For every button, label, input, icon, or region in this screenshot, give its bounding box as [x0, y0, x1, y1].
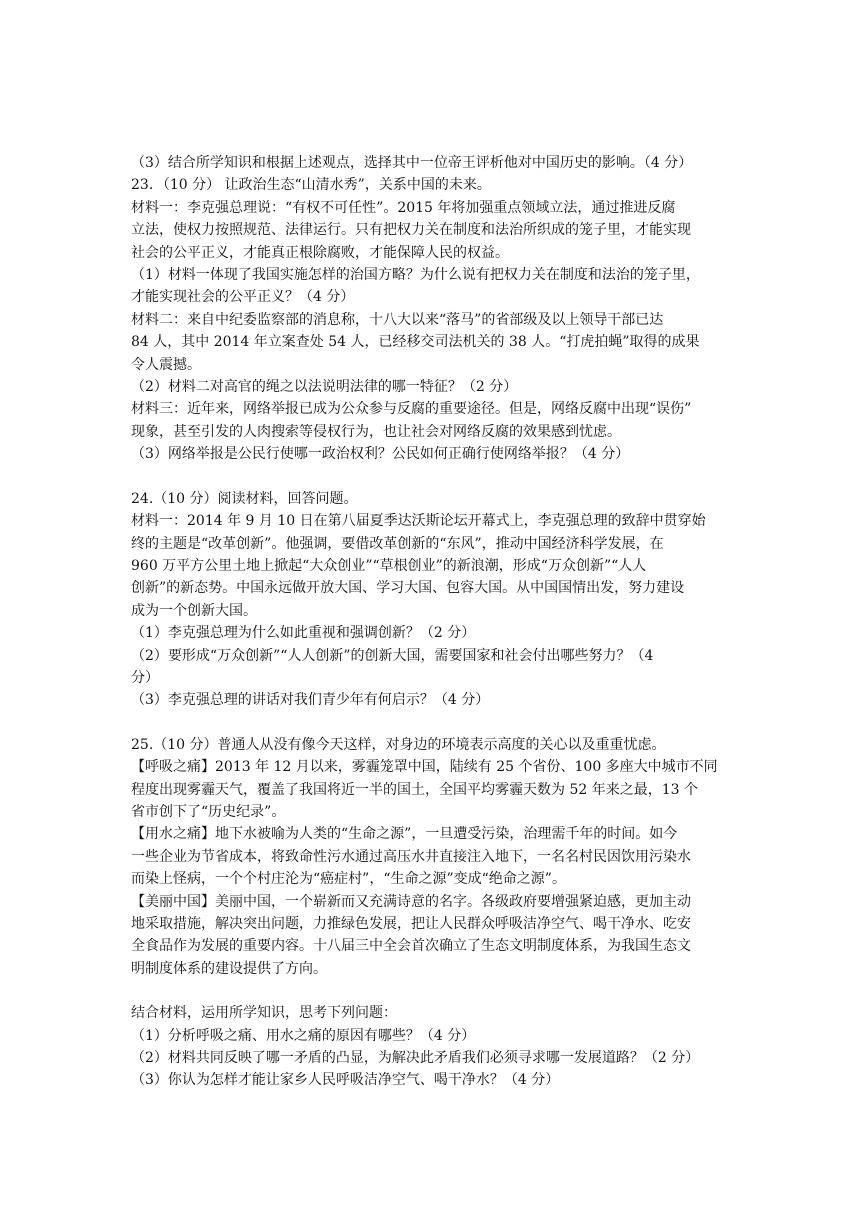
text-line: 【用水之痛】地下水被喻为人类的“生命之源”，一旦遭受污染，治理需千年的时间。如今 — [131, 826, 678, 843]
text-line: 省市创下了“历史纪录”。 — [131, 803, 286, 820]
text-line: 材料一：李克强总理说：“有权不可任性”。2015 年将加强重点领域立法，通过推进反腐 — [131, 199, 676, 216]
text-line: 现象，甚至引发的人肉搜索等侵权行为，也让社会对网络反腐的效果感到忧虑。 — [131, 423, 621, 440]
text-line: 终的主题是“改革创新”。他强调，要借改革创新的“东风”，推动中国经济科学发展，在 — [131, 535, 664, 552]
text-line: 23．（10 分） 让政治生态“山清水秀”，关系中国的未来。 — [131, 177, 491, 194]
text-line: 明制度体系的建设提供了方向。 — [131, 960, 327, 977]
paragraph-gap — [131, 980, 731, 1002]
text-line: （1）李克强总理为什么如此重视和强调创新？（2 分） — [131, 625, 476, 642]
text-line: 25.（10 分）普通人从没有像今天这样，对身边的环境表示高度的关心以及重重忧虑。 — [131, 736, 666, 753]
document-body — [131, 152, 731, 1092]
text-line: （3）网络举报是公民行使哪一政治权利？公民如何正确行使网络举报？（4 分） — [131, 446, 630, 463]
text-line: 社会的公平正义，才能真正根除腐败，才能保障人民的权益。 — [131, 244, 509, 261]
text-line: （2）材料共同反映了哪一矛盾的凸显，为解决此矛盾我们必须寻求哪一发展道路？（2 分） — [131, 1050, 700, 1067]
text-line: 材料二：来自中纪委监察部的消息称，十八大以来“落马”的省部级及以上领导干部已达 — [131, 311, 664, 328]
text-line: 成为一个创新大国。 — [131, 602, 257, 619]
text-line: （3）你认为怎样才能让家乡人民呼吸洁净空气、喝干净水？（4 分） — [131, 1072, 560, 1089]
text-line: 【美丽中国】美丽中国，一个崭新而又充满诗意的名字。各级政府要增强紧迫感，更加主动 — [131, 893, 691, 910]
text-line: 【呼吸之痛】2013 年 12 月以来，雾霾笼罩中国，陆续有 25 个省份、100 多座大中城市不同 — [131, 759, 718, 776]
text-line: 令人震撼。 — [131, 356, 201, 373]
text-line: （3）李克强总理的讲话对我们青少年有何启示？（4 分） — [131, 692, 490, 709]
text-line: 84 人，其中 2014 年立案查处 54 人，已经移交司法机关的 38 人。“打虎拍蝇”取得的成果 — [131, 334, 700, 351]
text-line: 程度出现雾霾天气，覆盖了我国将近一半的国土，全国平均雾霾天数为 52 年来之最，13 个 — [131, 781, 698, 798]
text-line: 960 万平方公里土地上掀起“大众创业”“草根创业”的新浪潮，形成“万众创新”“人人 — [131, 557, 647, 574]
paragraph-gap — [131, 712, 731, 734]
text-line: 分） — [131, 669, 159, 686]
paragraph-gap — [131, 466, 731, 488]
text-line: （1）分析呼吸之痛、用水之痛的原因有哪些？（4 分） — [131, 1027, 476, 1044]
text-line: 24.（10 分）阅读材料，回答问题。 — [131, 490, 358, 507]
text-line: 地采取措施，解决突出问题，力推绿色发展，把让人民群众呼吸洁净空气、喝干净水、吃安 — [131, 916, 691, 932]
text-line: 才能实现社会的公平正义？（4 分） — [131, 289, 355, 306]
text-line: 一些企业为节省成本，将致命性污水通过高压水井直接注入地下，一名名村民因饮用污染水 — [131, 848, 691, 865]
text-line: （2）要形成“万众创新”“人人创新”的创新大国，需要国家和社会付出哪些努力？（4 — [131, 647, 654, 664]
text-line: 结合材料，运用所学知识，思考下列问题： — [131, 1005, 397, 1022]
text-line: 创新”的新态势。中国永远做开放大国、学习大国、包容大国。从中国国情出发，努力建设 — [131, 580, 685, 597]
text-line: 材料一：2014 年 9 月 10 日在第八届夏季达沃斯论坛开幕式上，李克强总理的致辞中贯穿始 — [131, 513, 706, 530]
text-line: （1）材料一体现了我国实施怎样的治国方略？为什么说有把权力关在制度和法治的笼子里， — [131, 267, 700, 284]
text-line: 立法，使权力按照规范、法律运行。只有把权力关在制度和法治所织成的笼子里，才能实现 — [131, 222, 691, 239]
text-line: 材料三：近年来，网络举报已成为公众参与反腐的重要途径。但是，网络反腐中出现“误伤” — [131, 401, 692, 418]
text-line: （3）结合所学知识和根据上述观点，选择其中一位帝王评析他对中国历史的影响。（4 分） — [131, 155, 693, 171]
text-line: 全食品作为发展的重要内容。十八届三中全会首次确立了生态文明制度体系，为我国生态文 — [131, 938, 691, 955]
text-line: 而染上怪病，一个个村庄沦为“癌症村”，“生命之源”变成“绝命之源”。 — [131, 871, 566, 888]
text-line: （2）材料二对高官的绳之以法说明法律的哪一特征？（2 分） — [131, 379, 518, 396]
